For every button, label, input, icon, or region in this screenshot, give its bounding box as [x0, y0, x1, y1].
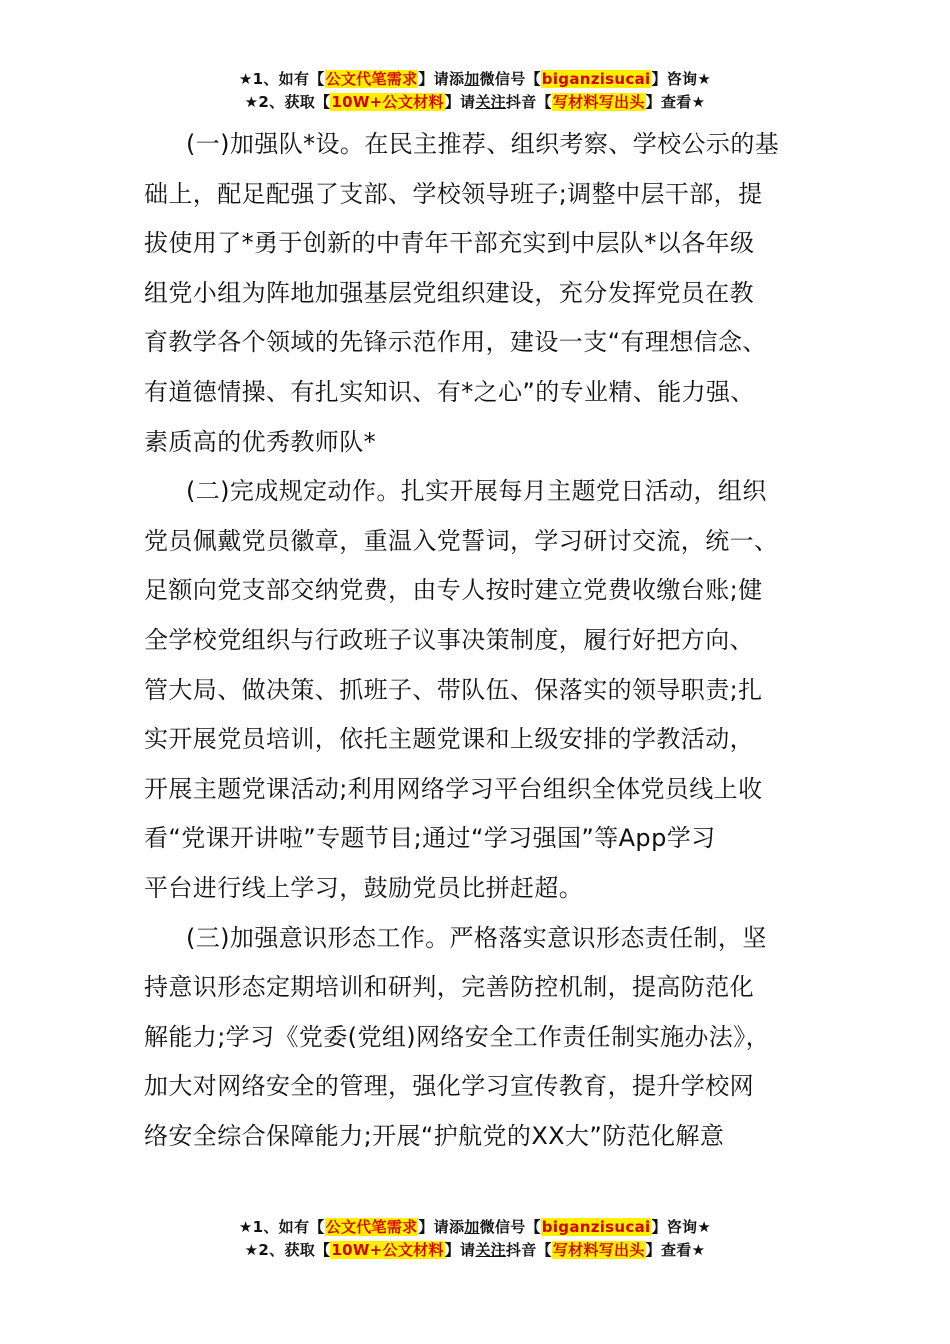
highlight-wechat-id: biganzisucai [541, 1218, 651, 1236]
text-line: 加大对网络安全的管理，强化学习宣传教育，提升学校网 [144, 1072, 754, 1101]
text-line: 组党小组为阵地加强基层党组织建设，充分发挥党员在教 [144, 278, 754, 307]
text-line: (二)完成规定动作。扎实开展每月主题党日活动，组织 [186, 477, 767, 506]
highlight-materials: 10W+公文材料 [331, 1241, 444, 1259]
text-line: 解能力;学习《党委(党组)网络安全工作责任制实施办法》， [144, 1022, 771, 1051]
text-line: 全学校党组织与行政班子议事决策制度，履行好把方向、 [144, 625, 754, 654]
promo-banner-bottom [0, 1216, 950, 1262]
text-line: 实开展党员培训，依托主题党课和上级安排的学教活动， [144, 725, 754, 754]
text-line: (一)加强队*设。在民主推荐、组织考察、学校公示的基 [186, 130, 780, 158]
text-line: 足额向党支部交纳党费，由专人按时建立党费收缴台账;健 [144, 576, 763, 605]
text-line: 素质高的优秀教师队* [144, 427, 376, 456]
text-line: (三)加强意识形态工作。严格落实意识形态责任制，坚 [186, 923, 767, 952]
highlight-service: 公文代笔需求 [325, 70, 418, 88]
text-line: 础上，配足配强了支部、学校领导班子;调整中层干部，提 [144, 179, 763, 208]
text-line: 育教学各个领域的先锋示范作用，建设一支“有理想信念、 [144, 328, 767, 357]
highlight-wechat-id: biganzisucai [541, 70, 651, 88]
promo-line-1: ★1、如有【公文代笔需求】请添加微信号【biganzisucai】咨询★ [238, 1218, 712, 1236]
promo-banner-top [0, 68, 950, 114]
promo-line-2: ★2、获取【10W+公文材料】请关注抖音【写材料写出头】查看★ [244, 93, 706, 111]
text-line: 有道德情操、有扎实知识、有*之心”的专业精、能力强、 [144, 377, 755, 406]
text-line: 络安全综合保障能力;开展“护航党的XX大”防范化解意 [144, 1121, 725, 1150]
highlight-service: 公文代笔需求 [325, 1218, 418, 1236]
promo-line-2: ★2、获取【10W+公文材料】请关注抖音【写材料写出头】查看★ [244, 1241, 706, 1259]
highlight-douyin: 写材料写出头 [552, 93, 645, 111]
text-line: 拔使用了*勇于创新的中青年干部充实到中层队*以各年级 [144, 229, 755, 258]
promo-line-1: ★1、如有【公文代笔需求】请添加微信号【biganzisucai】咨询★ [238, 70, 712, 88]
text-line: 看“党课开讲啦”专题节目;通过“学习强国”等App学习 [144, 824, 716, 853]
text-line: 开展主题党课活动;利用网络学习平台组织全体党员线上收 [144, 774, 763, 803]
text-line: 平台进行线上学习，鼓励党员比拼赶超。 [144, 873, 584, 902]
text-line: 党员佩戴党员徽章，重温入党誓词，学习研讨交流，统一、 [144, 526, 779, 555]
highlight-douyin: 写材料写出头 [552, 1241, 645, 1259]
text-line: 管大局、做决策、抓班子、带队伍、保落实的领导职责;扎 [144, 675, 763, 704]
document-body [144, 120, 824, 1161]
text-line: 持意识形态定期培训和研判，完善防控机制，提高防范化 [144, 973, 754, 1002]
highlight-materials: 10W+公文材料 [331, 93, 444, 111]
